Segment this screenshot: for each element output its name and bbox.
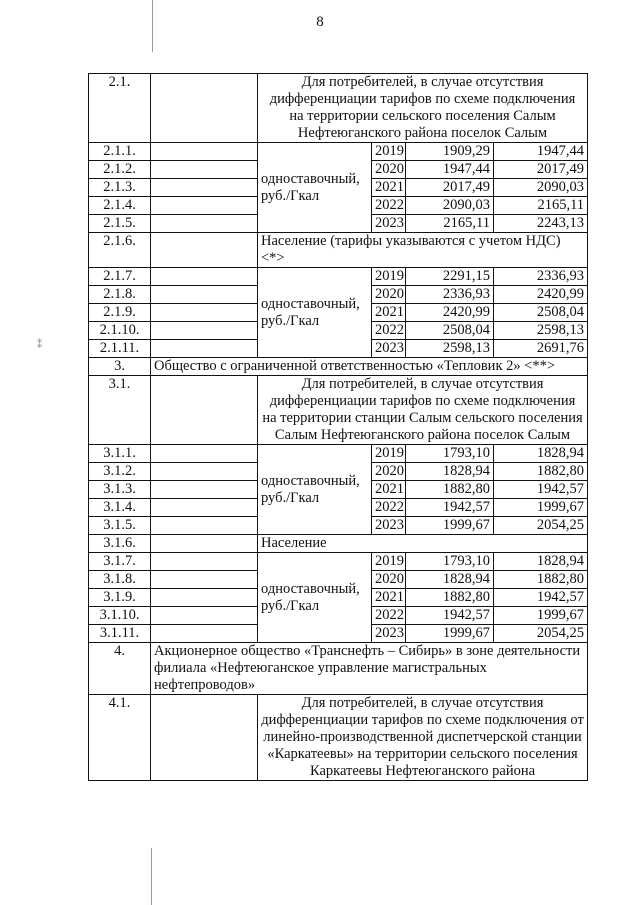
row-number: 3.1.1. [89,445,151,463]
first-half-value: 2508,04 [406,322,494,340]
table-row [89,376,588,445]
row-number: 2.1.6. [89,233,151,268]
second-half-value: 2243,13 [494,215,588,233]
rate-type-label: одноставочный, руб./Гкал [258,268,372,358]
empty-cell [151,481,258,499]
row-number: 3.1.8. [89,571,151,589]
row-number: 3.1.10. [89,607,151,625]
row-number: 4.1. [89,695,151,781]
year-cell: 2020 [372,463,406,481]
table-row [89,695,588,781]
year-cell: 2021 [372,304,406,322]
second-half-value: 1942,57 [494,589,588,607]
year-cell: 2022 [372,499,406,517]
empty-cell [151,695,258,781]
second-half-value: 2017,49 [494,161,588,179]
table-row [89,445,588,463]
table-row [89,268,588,286]
second-half-value: 1947,44 [494,143,588,161]
first-half-value: 1882,80 [406,481,494,499]
first-half-value: 1999,67 [406,625,494,643]
row-number: 2.1.7. [89,268,151,286]
table-row [89,233,588,268]
empty-cell [151,553,258,571]
empty-cell [151,143,258,161]
year-cell: 2019 [372,143,406,161]
empty-cell [151,286,258,304]
first-half-value: 1793,10 [406,445,494,463]
row-number: 2.1.3. [89,179,151,197]
rate-type-label: одноставочный, руб./Гкал [258,143,372,233]
second-half-value: 2090,03 [494,179,588,197]
first-half-value: 1828,94 [406,463,494,481]
empty-cell [151,215,258,233]
empty-cell [151,74,258,143]
row-number: 2.1.5. [89,215,151,233]
year-cell: 2022 [372,197,406,215]
year-cell: 2019 [372,553,406,571]
empty-cell [151,376,258,445]
row-number: 3.1.2. [89,463,151,481]
year-cell: 2023 [372,517,406,535]
empty-cell [151,161,258,179]
year-cell: 2023 [372,215,406,233]
row-number: 3.1.4. [89,499,151,517]
page-number: 8 [316,14,324,30]
year-cell: 2023 [372,625,406,643]
empty-cell [151,571,258,589]
population-heading: Население [258,535,588,553]
empty-cell [151,179,258,197]
row-number: 4. [89,643,151,695]
empty-cell [151,233,258,268]
row-number: 3.1.6. [89,535,151,553]
first-half-value: 2598,13 [406,340,494,358]
empty-cell [151,607,258,625]
second-half-value: 2691,76 [494,340,588,358]
section-heading: Для потребителей, в случае отсутствия дифференциации тарифов по схеме подключения на территории станции Салым сельского поселения Салым Нефтеюганского района поселок Салым [258,376,588,445]
row-number: 3.1.11. [89,625,151,643]
first-half-value: 1909,29 [406,143,494,161]
first-half-value: 1942,57 [406,499,494,517]
scan-artifact-dot: ⁑ [37,340,42,351]
table-row [89,643,588,695]
second-half-value: 1828,94 [494,445,588,463]
section-heading: Для потребителей, в случае отсутствия дифференциации тарифов по схеме подключения от линейно-производственной диспетчерской станции «Каркатеевы» на территории сельского поселения Каркатеевы Нефтеюганского района [258,695,588,781]
empty-cell [151,517,258,535]
row-number: 2.1.4. [89,197,151,215]
second-half-value: 1828,94 [494,553,588,571]
year-cell: 2021 [372,481,406,499]
table-row [89,358,588,376]
second-half-value: 1942,57 [494,481,588,499]
first-half-value: 1947,44 [406,161,494,179]
rate-type-label: одноставочный, руб./Гкал [258,445,372,535]
empty-cell [151,304,258,322]
empty-cell [151,268,258,286]
row-number: 2.1.1. [89,143,151,161]
row-number: 3.1.9. [89,589,151,607]
year-cell: 2022 [372,322,406,340]
first-half-value: 2420,99 [406,304,494,322]
row-number: 2.1.2. [89,161,151,179]
row-number: 2.1.10. [89,322,151,340]
row-number: 2.1.9. [89,304,151,322]
second-half-value: 1882,80 [494,463,588,481]
year-cell: 2021 [372,179,406,197]
year-cell: 2020 [372,286,406,304]
empty-cell [151,625,258,643]
first-half-value: 1942,57 [406,607,494,625]
second-half-value: 2598,13 [494,322,588,340]
first-half-value: 2336,93 [406,286,494,304]
organization-heading: Общество с ограниченной ответственностью «Тепловик 2» <**> [151,358,588,376]
first-half-value: 1793,10 [406,553,494,571]
year-cell: 2022 [372,607,406,625]
scan-artifact-line-bottom [151,848,152,905]
organization-heading: Акционерное общество «Транснефть – Сибирь» в зоне деятельности филиала «Нефтеюганское управление магистральных нефтепроводов» [151,643,588,695]
population-heading: Население (тарифы указываются с учетом НДС) <*> [258,233,588,268]
table-row [89,143,588,161]
first-half-value: 1882,80 [406,589,494,607]
year-cell: 2021 [372,589,406,607]
row-number: 3. [89,358,151,376]
second-half-value: 1999,67 [494,499,588,517]
second-half-value: 2054,25 [494,517,588,535]
second-half-value: 1999,67 [494,607,588,625]
first-half-value: 1999,67 [406,517,494,535]
empty-cell [151,499,258,517]
first-half-value: 1828,94 [406,571,494,589]
row-number: 2.1. [89,74,151,143]
row-number: 2.1.11. [89,340,151,358]
empty-cell [151,340,258,358]
second-half-value: 2420,99 [494,286,588,304]
year-cell: 2019 [372,445,406,463]
empty-cell [151,322,258,340]
empty-cell [151,445,258,463]
first-half-value: 2165,11 [406,215,494,233]
second-half-value: 2336,93 [494,268,588,286]
tariff-table [88,73,588,781]
row-number: 3.1. [89,376,151,445]
year-cell: 2019 [372,268,406,286]
second-half-value: 2165,11 [494,197,588,215]
second-half-value: 1882,80 [494,571,588,589]
section-heading: Для потребителей, в случае отсутствия дифференциации тарифов по схеме подключения на территории сельского поселения Салым Нефтеюганского района поселок Салым [258,74,588,143]
rate-type-label: одноставочный, руб./Гкал [258,553,372,643]
empty-cell [151,463,258,481]
first-half-value: 2017,49 [406,179,494,197]
scan-artifact-line-top [152,0,153,52]
year-cell: 2020 [372,571,406,589]
empty-cell [151,197,258,215]
table-row [89,553,588,571]
row-number: 3.1.5. [89,517,151,535]
table-row [89,535,588,553]
second-half-value: 2508,04 [494,304,588,322]
table-row [89,74,588,143]
row-number: 3.1.3. [89,481,151,499]
row-number: 3.1.7. [89,553,151,571]
second-half-value: 2054,25 [494,625,588,643]
row-number: 2.1.8. [89,286,151,304]
first-half-value: 2090,03 [406,197,494,215]
year-cell: 2020 [372,161,406,179]
first-half-value: 2291,15 [406,268,494,286]
empty-cell [151,589,258,607]
empty-cell [151,535,258,553]
year-cell: 2023 [372,340,406,358]
